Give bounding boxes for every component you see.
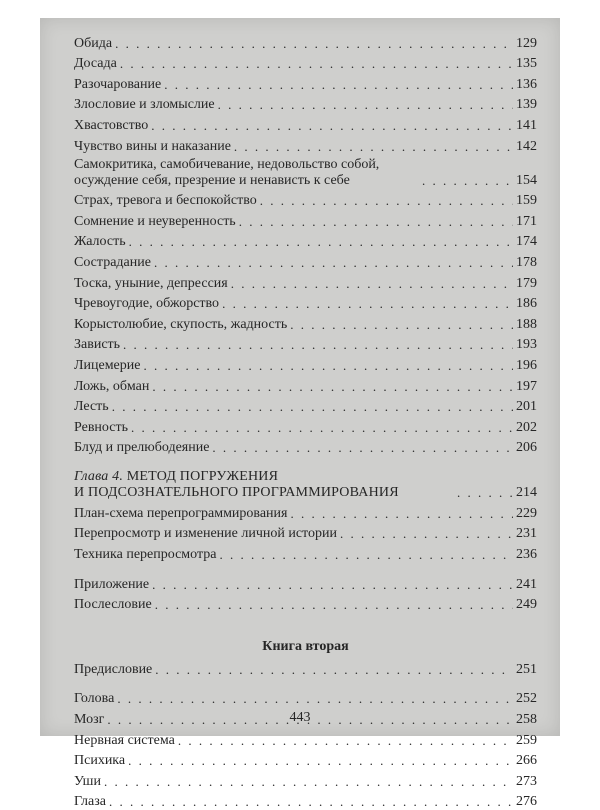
toc-entry-page: 258 [516, 712, 537, 728]
toc-entry [74, 687, 537, 708]
toc-entry-title: Сомнение и неуверенность [74, 213, 236, 229]
toc-entry-page: 136 [516, 76, 537, 92]
toc-entry-title: Чувство вины и наказание [74, 138, 231, 154]
leader-dots [220, 547, 514, 563]
leader-dots [231, 276, 513, 292]
toc-entry [74, 415, 537, 436]
leader-dots [178, 733, 513, 749]
toc-entry [74, 155, 537, 189]
leader-dots [151, 118, 513, 134]
toc-entry-page: 236 [516, 547, 537, 563]
leader-dots [164, 77, 513, 93]
toc-entry-title: Послесловие [74, 597, 152, 613]
toc-entry-title: Ложь, обман [74, 378, 150, 394]
leader-dots [143, 358, 513, 374]
toc-entry [74, 93, 537, 114]
toc-entry-page: 196 [516, 357, 537, 373]
leader-dots [104, 774, 513, 790]
leader-dots [152, 577, 513, 593]
toc-entry-title: Страх, тревога и беспокойство [74, 193, 257, 209]
leader-dots [112, 399, 513, 415]
table-of-contents [74, 31, 537, 810]
leader-dots [260, 193, 513, 209]
toc-entry-page: 259 [516, 732, 537, 748]
leader-dots [155, 662, 513, 678]
leader-dots [117, 691, 513, 707]
toc-entry-page: 193 [516, 337, 537, 353]
toc-entry-page: 249 [516, 597, 537, 613]
toc-entry-page: 214 [516, 485, 537, 501]
toc-entry-title: Жалость [74, 234, 126, 250]
chapter-title [74, 469, 454, 501]
toc-entry [74, 31, 537, 52]
page-number: 443 [289, 710, 311, 725]
toc-entry-title: Голова [74, 691, 115, 707]
toc-entry-page: 186 [516, 296, 537, 312]
toc-entry [74, 790, 537, 810]
toc-entry [74, 134, 537, 155]
leader-dots [128, 753, 513, 769]
spacer [74, 563, 537, 572]
leader-dots [239, 214, 513, 230]
toc-entry-title: Злословие и зломыслие [74, 97, 215, 113]
toc-entry [74, 749, 537, 770]
toc-entry-page: 159 [516, 193, 537, 209]
toc-entry-title: Лесть [74, 399, 109, 415]
toc-entry-page: 129 [516, 35, 537, 51]
toc-entry-title: Лицемерие [74, 357, 141, 373]
toc-entry [74, 72, 537, 93]
toc-entry [74, 657, 537, 678]
toc-entry [74, 522, 537, 543]
spacer [74, 678, 537, 687]
leader-dots [120, 56, 513, 72]
toc-entry [74, 542, 537, 563]
toc-entry [74, 209, 537, 230]
toc-entry-title: Обида [74, 35, 113, 51]
toc-entry-page: 276 [516, 794, 537, 810]
leader-dots [131, 420, 513, 436]
leader-dots [152, 379, 513, 395]
toc-entry-title: Сострадание [74, 254, 151, 270]
toc-entry [74, 271, 537, 292]
leader-dots [155, 597, 513, 613]
toc-entry [74, 374, 537, 395]
toc-entry [74, 312, 537, 333]
toc-entry-title: Чревоугодие, обжорство [74, 296, 220, 312]
toc-entry-title: Предисловие [74, 661, 153, 677]
leader-dots [234, 139, 513, 155]
toc-entry-title: Корыстолюбие, скупость, жадность [74, 316, 288, 332]
toc-entry-page: 197 [516, 378, 537, 394]
toc-entry-page: 188 [516, 316, 537, 332]
toc-entry [74, 189, 537, 210]
toc-entry-title: Досада [74, 56, 117, 72]
toc-entry-title: Нервная система [74, 732, 175, 748]
leader-dots [422, 173, 513, 189]
spacer [74, 613, 537, 637]
chapter-prefix: Глава 4. [74, 469, 124, 485]
toc-entry-page: 231 [516, 526, 537, 542]
toc-entry-title: Психика [74, 753, 126, 769]
toc-entry-title: Хвастовство [74, 117, 149, 133]
toc-entry [74, 501, 537, 522]
toc-entry-title: Ревность [74, 419, 128, 435]
chapter-title-line2: И ПОДСОЗНАТЕЛЬНОГО ПРОГРАММИРОВАНИЯ [74, 485, 399, 501]
toc-entry [74, 728, 537, 749]
leader-dots [290, 317, 513, 333]
toc-entry-page: 139 [516, 97, 537, 113]
book-two-heading: Книга вторая [262, 639, 349, 655]
toc-entry [74, 593, 537, 614]
toc-entry-page: 178 [516, 254, 537, 270]
toc-entry [74, 436, 537, 457]
toc-entry-page: 142 [516, 138, 537, 154]
leader-dots [340, 526, 513, 542]
toc-entry-title: Мозг [74, 712, 105, 728]
leader-dots [123, 337, 513, 353]
toc-entry [74, 353, 537, 374]
toc-entry-title: Уши [74, 773, 101, 789]
toc-entry-page: 251 [516, 661, 537, 677]
toc-entry [74, 395, 537, 416]
toc-entry [74, 230, 537, 251]
toc-entry-page: 202 [516, 419, 537, 435]
toc-entry-page: 229 [516, 505, 537, 521]
toc-entry-title: Блуд и прелюбодеяние [74, 440, 210, 456]
leader-dots [457, 485, 513, 501]
leader-dots [109, 794, 513, 810]
leader-dots [115, 36, 513, 52]
leader-dots [154, 255, 513, 271]
toc-entry-page: 252 [516, 691, 537, 707]
toc-entry-page: 201 [516, 399, 537, 415]
toc-entry-page: 206 [516, 440, 537, 456]
toc-entry [74, 769, 537, 790]
leader-dots [212, 440, 513, 456]
toc-entry [74, 292, 537, 313]
toc-entry-title: Приложение [74, 576, 150, 592]
toc-entry-title: Зависть [74, 337, 121, 353]
toc-entry-title: Тоска, уныние, депрессия [74, 275, 228, 291]
toc-entry-title: Глаза [74, 794, 106, 810]
toc-entry-page: 266 [516, 753, 537, 769]
toc-entry-title: План-схема перепрограммирования [74, 505, 288, 521]
leader-dots [290, 506, 513, 522]
chapter-heading [74, 465, 537, 501]
toc-entry-page: 141 [516, 117, 537, 133]
book-page [40, 18, 560, 810]
toc-entry-title: Самокритика, самобичевание, недовольство собой, осуждение себя, презрение и ненависть к себе [74, 156, 380, 188]
toc-entry [74, 113, 537, 134]
leader-dots [218, 97, 513, 113]
toc-entry [74, 250, 537, 271]
toc-entry [74, 572, 537, 593]
leader-dots [222, 296, 513, 312]
toc-entry [74, 333, 537, 354]
chapter-title-line1: МЕТОД ПОГРУЖЕНИЯ [126, 469, 279, 485]
toc-entry-page: 273 [516, 773, 537, 789]
toc-entry-page: 154 [516, 172, 537, 188]
toc-entry-page: 179 [516, 275, 537, 291]
toc-entry-page: 135 [516, 56, 537, 72]
toc-entry-page: 241 [516, 576, 537, 592]
toc-entry [74, 52, 537, 73]
toc-entry-page: 174 [516, 234, 537, 250]
spacer [74, 456, 537, 465]
toc-entry-title: Разочарование [74, 76, 162, 92]
toc-entry-title: Перепросмотр и изменение личной истории [74, 526, 337, 542]
toc-entry-title: Техника перепросмотра [74, 547, 217, 563]
toc-entry-page: 171 [516, 213, 537, 229]
leader-dots [129, 234, 513, 250]
